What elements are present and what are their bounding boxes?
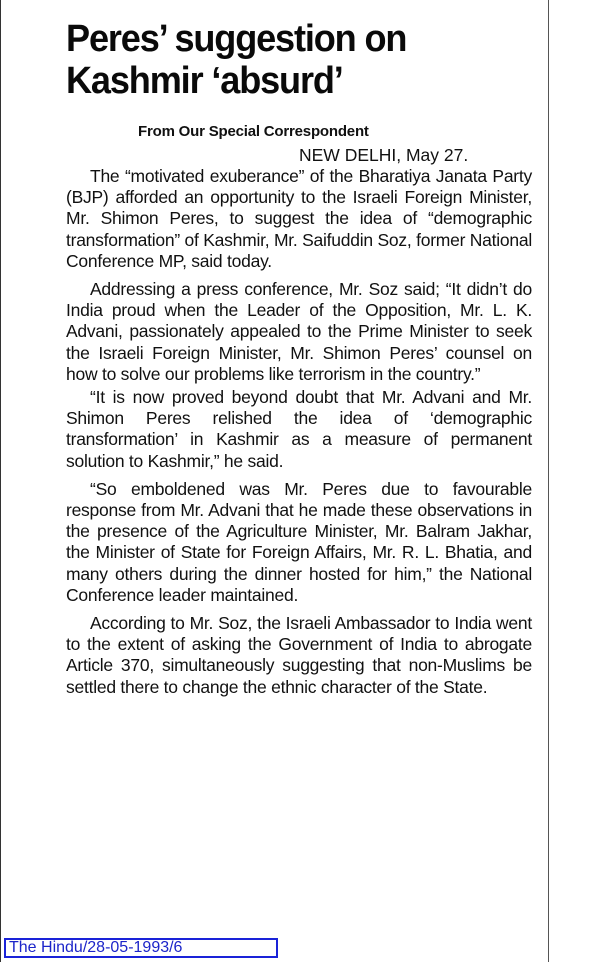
article-body [66, 166, 532, 698]
page-left-border [0, 0, 1, 962]
paragraph-4: “So emboldened was Mr. Peres due to favourable response from Mr. Advani that he made these observations in the presence of the Agriculture Minister, Mr. Balram Jakhar, the Minister of State for Foreign Affairs, Mr. R. L. Bhatia, and many others during the dinner hosted for him,” the National Conference leader maintained. [66, 478, 532, 605]
paragraph-1: The “motivated exuberance” of the Bharatiya Janata Party (BJP) afforded an opportunity to the Israeli Foreign Minister, Mr. Shimon Peres, to suggest the idea of “demographic transformation” of Kashmir, Mr. Saifuddin Soz, former National Conference MP, said today. [66, 166, 532, 271]
newspaper-clipping [66, 18, 532, 698]
headline [66, 18, 509, 102]
dateline: NEW DELHI, May 27. [299, 145, 469, 165]
headline-line-1: Peres’ suggestion on [66, 18, 407, 60]
paragraph-5: According to Mr. Soz, the Israeli Ambassador to India went to the extent of asking the Government of India to abrogate Article 370, simultaneously suggesting that non-Muslims be settled there to change the ethnic character of the State. [66, 613, 532, 697]
paragraph-3: “It is now proved beyond doubt that Mr. Advani and Mr. Shimon Peres relished the idea of ‘demographic transformation’ in Kashmir as a measure of permanent solution to Kashmir,” he said. [66, 387, 532, 471]
source-citation: The Hindu/28-05-1993/6 [4, 938, 278, 958]
paragraph-2: Addressing a press conference, Mr. Soz said; “It didn’t do India proud when the Leader of the Opposition, Mr. L. K. Advani, passionately appealed to the Prime Minister to seek the Israeli Foreign Minister, Mr. Shimon Peres’ counsel on how to solve our problems like terrorism in the country.” [66, 279, 532, 384]
headline-line-2: Kashmir ‘absurd’ [66, 60, 343, 102]
byline: From Our Special Correspondent [138, 123, 369, 140]
clipping-right-edge [548, 0, 549, 962]
